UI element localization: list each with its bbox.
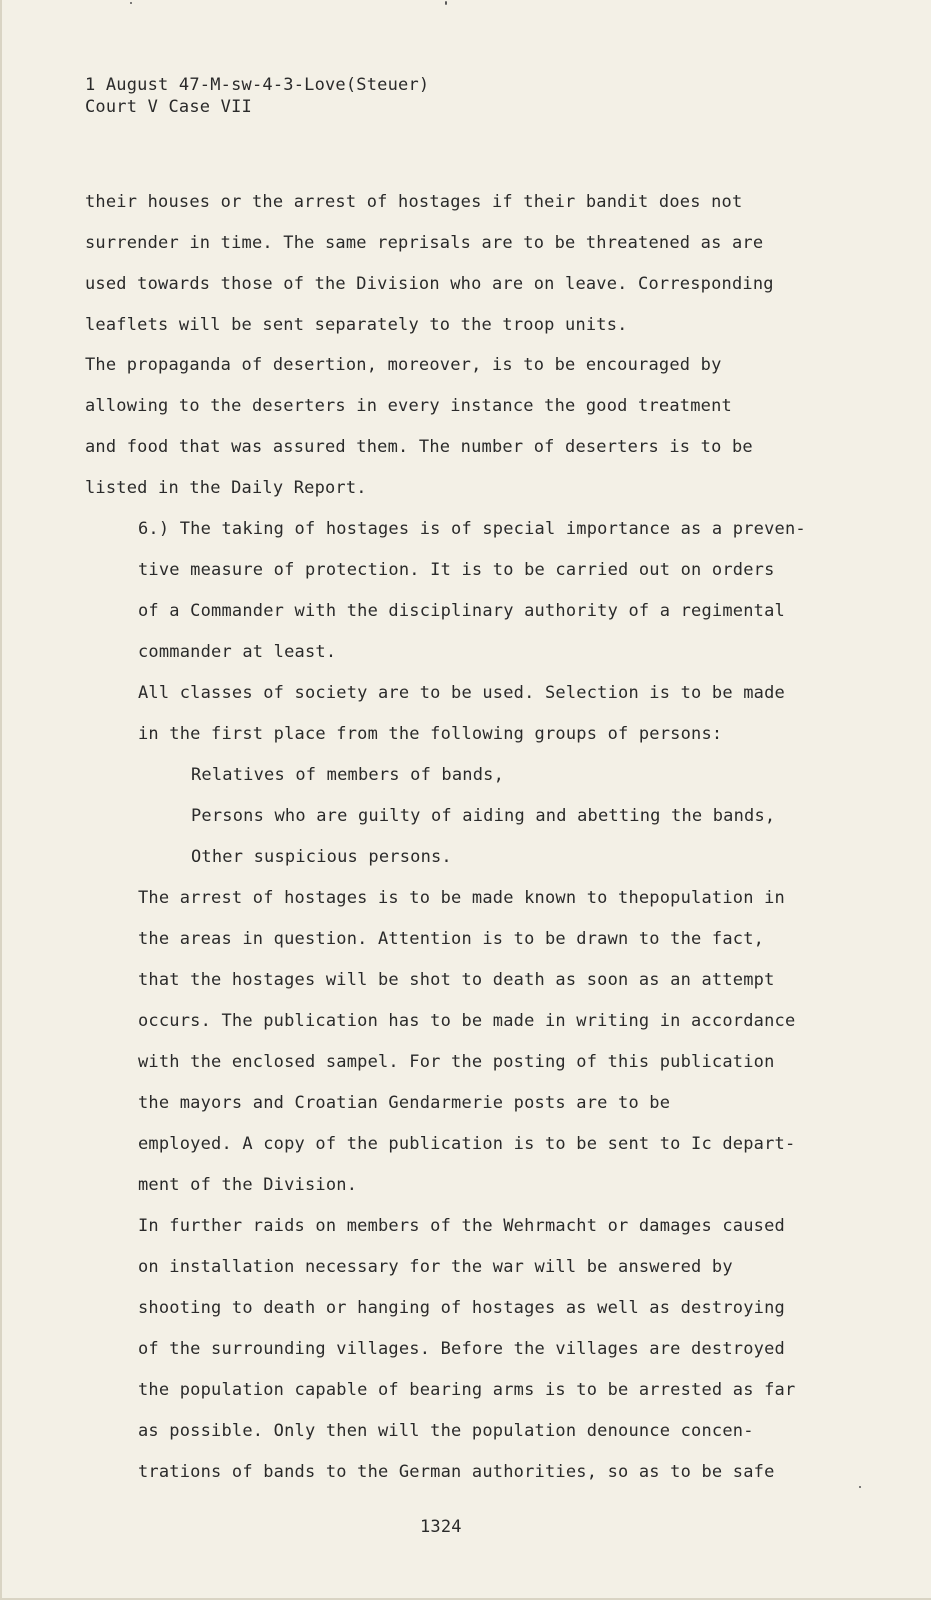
body-line: as possible. Only then will the population denounce concen- — [138, 1421, 754, 1441]
body-line: shooting to death or hanging of hostages as well as destroying — [138, 1298, 785, 1318]
list-item: Other suspicious persons. — [191, 847, 452, 867]
body-line: with the enclosed sampel. For the posting of this publication — [138, 1052, 775, 1072]
body-line: and food that was assured them. The number of deserters is to be — [85, 437, 753, 457]
paper-speck — [859, 1486, 861, 1488]
body-line: occurs. The publication has to be made in writing in accordance — [138, 1011, 796, 1031]
body-line: on installation necessary for the war will be answered by — [138, 1257, 733, 1277]
body-line: their houses or the arrest of hostages if their bandit does not — [85, 192, 743, 212]
paper-speck — [130, 2, 132, 4]
document-header — [85, 74, 429, 118]
list-item: Relatives of members of bands, — [191, 765, 505, 785]
body-line: commander at least. — [138, 642, 337, 662]
body-line: ment of the Division. — [138, 1175, 358, 1195]
body-line: surrender in time. The same reprisals are to be threatened as are — [85, 233, 764, 253]
body-line: employed. A copy of the publication is to be sent to Ic depart- — [138, 1134, 796, 1154]
body-line: allowing to the deserters in every instance the good treatment — [85, 396, 732, 416]
body-line: used towards those of the Division who are on leave. Corresponding — [85, 274, 774, 294]
body-line: leaflets will be sent separately to the troop units. — [85, 315, 628, 335]
body-line: of the surrounding villages. Before the villages are destroyed — [138, 1339, 785, 1359]
paper-speck — [445, 1, 447, 5]
header-reference: 1 August 47-M-sw-4-3-Love(Steuer) — [85, 75, 430, 95]
body-line: All classes of society are to be used. Selection is to be made — [138, 683, 785, 703]
header-court-case: Court V Case VII — [85, 97, 252, 117]
body-line: listed in the Daily Report. — [85, 478, 367, 498]
body-line: in the first place from the following groups of persons: — [138, 724, 723, 744]
body-line: that the hostages will be shot to death as soon as an attempt — [138, 970, 775, 990]
list-item: Persons who are guilty of aiding and abetting the bands, — [191, 806, 776, 826]
body-line: 6.) The taking of hostages is of special importance as a preven- — [138, 519, 806, 539]
body-line: The arrest of hostages is to be made known to thepopulation in — [138, 888, 785, 908]
body-line: In further raids on members of the Wehrmacht or damages caused — [138, 1216, 785, 1236]
page-number: 1324 — [420, 1517, 462, 1537]
body-line: tive measure of protection. It is to be carried out on orders — [138, 560, 775, 580]
body-line: of a Commander with the disciplinary authority of a regimental — [138, 601, 785, 621]
body-line: the areas in question. Attention is to be drawn to the fact, — [138, 929, 765, 949]
body-line: the mayors and Croatian Gendarmerie posts are to be — [138, 1093, 671, 1113]
body-line: the population capable of bearing arms is to be arrested as far — [138, 1380, 796, 1400]
body-line: trations of bands to the German authorities, so as to be safe — [138, 1462, 775, 1482]
body-line: The propaganda of desertion, moreover, is to be encouraged by — [85, 355, 722, 375]
